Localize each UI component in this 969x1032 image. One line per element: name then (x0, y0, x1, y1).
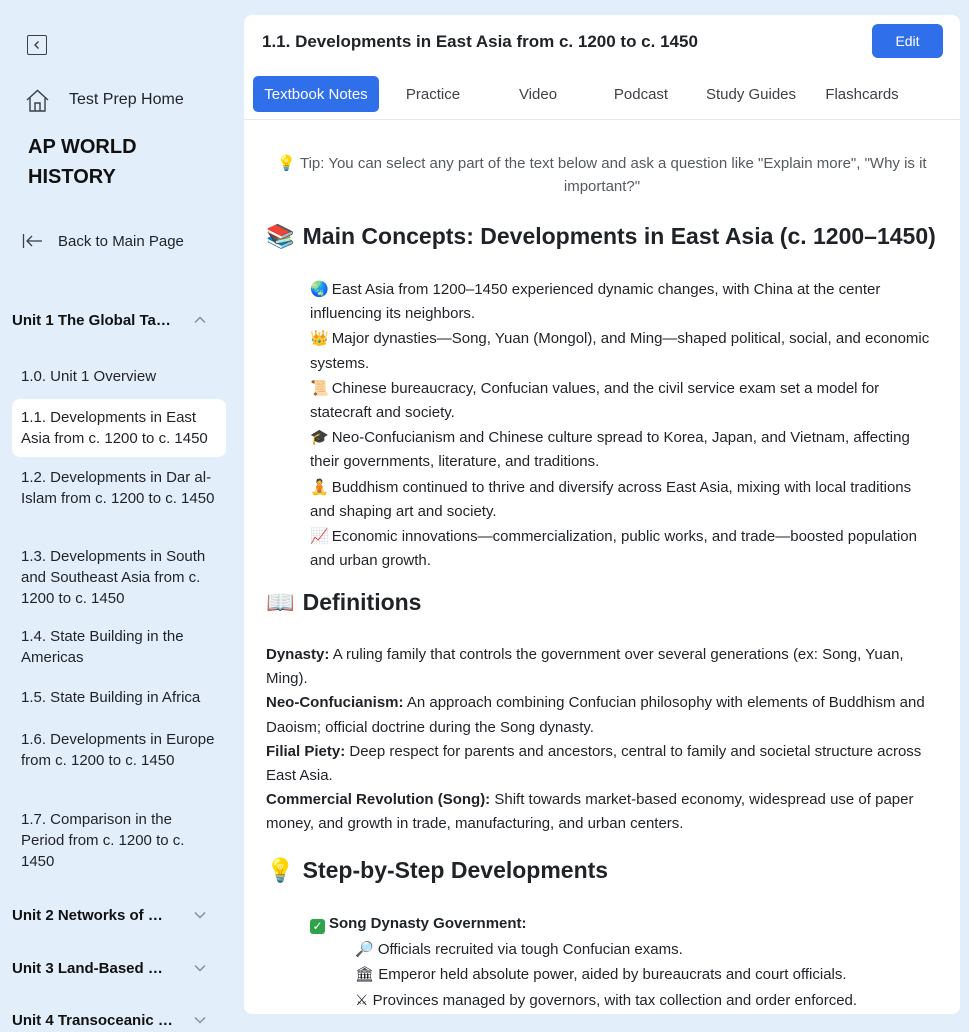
tip-text: 💡 Tip: You can select any part of the text below and ask a question like "Explain more", "Why is it important?" (277, 155, 927, 195)
open-book-icon: 📖 (266, 590, 295, 616)
lesson-1-3[interactable]: 1.3. Developments in South and Southeast Asia from c. 1200 to c. 1450 (21, 548, 206, 607)
step-item (310, 937, 940, 963)
tab-practice[interactable]: Practice (405, 85, 461, 103)
definition-text: Deep respect for parents and ancestors, central to family and societal structure across East Asia. (266, 742, 922, 785)
step-item (310, 988, 940, 1014)
collapse-sidebar-button[interactable] (27, 35, 47, 55)
definition-term: Neo-Confucianism: (266, 694, 404, 712)
definitions-title: Definitions (302, 589, 422, 615)
edit-button[interactable]: Edit (872, 24, 943, 58)
concept-item (310, 277, 940, 326)
unit-4-label: Unit 4 Transoceanic … (12, 1011, 173, 1029)
tab-textbook-notes[interactable]: Textbook Notes (253, 76, 379, 112)
lesson-1-5[interactable]: 1.5. State Building in Africa (21, 689, 201, 706)
step-text: Emperor held absolute power, aided by bureaucrats and court officials. (378, 966, 847, 983)
step-item (310, 962, 940, 988)
chevron-down-icon (192, 907, 208, 923)
unit-1-label: Unit 1 The Global Ta… (12, 311, 171, 329)
definition-text: Shift towards market-based economy, widespread use of paper money, and growth in trade, manufacturing, and urban centers. (266, 791, 914, 833)
concept-text: Neo-Confucianism and Chinese culture spread to Korea, Japan, and Vietnam, affecting their governments, literature, and traditions. (310, 429, 910, 471)
chart-up-icon: 📈 (310, 527, 329, 546)
lesson-1-6[interactable]: 1.6. Developments in Europe from c. 1200 to c. 1450 (21, 731, 215, 769)
chevron-up-icon (192, 312, 208, 328)
definition-term: Commercial Revolution (Song): (266, 791, 491, 809)
lesson-1-7[interactable]: 1.7. Comparison in the Period from c. 1200 to c. 1450 (21, 811, 185, 870)
unit-2-label: Unit 2 Networks of … (12, 906, 163, 924)
page-title: 1.1. Developments in East Asia from c. 1200 to c. 1450 (262, 32, 698, 51)
definitions-list (266, 643, 938, 837)
definitions-heading (266, 589, 421, 616)
concept-text: Buddhism continued to thrive and diversify across East Asia, mixing with local traditions and shaping art and society. (310, 478, 912, 520)
tab-flashcards[interactable]: Flashcards (825, 85, 899, 103)
back-to-main-link[interactable] (22, 230, 184, 252)
step-group-header (310, 912, 940, 937)
main-concepts-title: Main Concepts: Developments in East Asia (c. 1200–1450) (302, 223, 936, 249)
globe-icon: 🌏 (310, 280, 329, 298)
lesson-1-1[interactable]: 1.1. Developments in East Asia from c. 1200 to c. 1450 (12, 399, 226, 457)
step-text: Provinces managed by governors, with tax collection and order enforced. (372, 991, 858, 1009)
definition-text: A ruling family that controls the government over several generations (ex: Song, Yuan, Ming). (266, 646, 904, 688)
step-group-title: Song Dynasty Government: (329, 915, 527, 932)
main-concepts-heading (266, 223, 936, 250)
back-label: Back to Main Page (58, 232, 184, 250)
lesson-1-2[interactable]: 1.2. Developments in Dar al-Islam from c. 1200 to c. 1450 (21, 469, 215, 507)
tab-video[interactable]: Video (518, 85, 558, 103)
classical-building-icon: 🏛 (355, 965, 375, 983)
sidebar (0, 0, 244, 1029)
chevron-down-icon (192, 960, 208, 976)
concepts-list (310, 277, 940, 573)
concept-item (310, 524, 940, 573)
step-text: Officials recruited via tough Confucian exams. (377, 940, 683, 958)
definition-term: Dynasty: (266, 646, 330, 663)
test-prep-home-link[interactable] (25, 86, 184, 114)
steps-title: Step-by-Step Developments (302, 857, 609, 883)
definition-item (266, 643, 938, 691)
books-icon: 📚 (266, 224, 295, 250)
unit-1-header[interactable] (12, 308, 222, 332)
tab-study-guides[interactable]: Study Guides (705, 85, 797, 103)
scroll-icon: 📜 (310, 378, 329, 397)
concept-item (310, 425, 940, 474)
concept-text: Chinese bureaucracy, Confucian values, and the civil service exam set a model for statecraft and society. (310, 379, 880, 422)
definition-item (266, 788, 938, 836)
graduation-cap-icon: 🎓 (310, 428, 329, 447)
concept-text: Major dynasties—Song, Yuan (Mongol), and Ming—shaped political, social, and economic systems. (310, 330, 930, 372)
lesson-1-0[interactable]: 1.0. Unit 1 Overview (21, 368, 157, 385)
steps-list (310, 912, 940, 1013)
concept-item (310, 326, 940, 375)
checkmark-icon: ✓ (310, 919, 325, 934)
concept-text: Economic innovations—commercialization, public works, and trade—boosted population and urban growth. (310, 528, 917, 570)
unit-2-header[interactable] (12, 903, 222, 927)
definition-item (266, 691, 938, 739)
arrow-left-bar-icon (22, 233, 44, 249)
concept-item (310, 376, 940, 425)
crown-icon: 👑 (310, 329, 329, 348)
tab-podcast[interactable]: Podcast (613, 85, 669, 103)
unit-3-header[interactable] (12, 956, 222, 980)
meditation-icon: 🧘 (310, 477, 329, 496)
chevron-left-icon (32, 40, 42, 50)
course-title: AP WORLD HISTORY (28, 136, 137, 188)
lesson-1-4[interactable]: 1.4. State Building in the Americas (21, 628, 184, 666)
lightbulb-icon: 💡 (266, 858, 295, 884)
main-panel (244, 15, 960, 1014)
magnifier-icon: 🔎 (355, 939, 374, 958)
concept-item (310, 475, 940, 524)
definition-text: An approach combining Confucian philosophy with elements of Buddhism and Daoism; official doctrine during the Song dynasty. (266, 694, 925, 736)
concept-text: East Asia from 1200–1450 experienced dynamic changes, with China at the center influencing its neighbors. (310, 281, 881, 323)
crossed-swords-icon: ⚔ (355, 990, 369, 1009)
unit-4-header[interactable] (12, 1008, 222, 1032)
definition-item (266, 740, 938, 788)
definition-term: Filial Piety: (266, 742, 346, 760)
home-label: Test Prep Home (69, 91, 184, 108)
chevron-down-icon (192, 1012, 208, 1028)
steps-heading (266, 857, 608, 884)
unit-3-label: Unit 3 Land-Based … (12, 959, 163, 977)
home-icon (25, 88, 50, 113)
tabs-divider (244, 119, 960, 120)
